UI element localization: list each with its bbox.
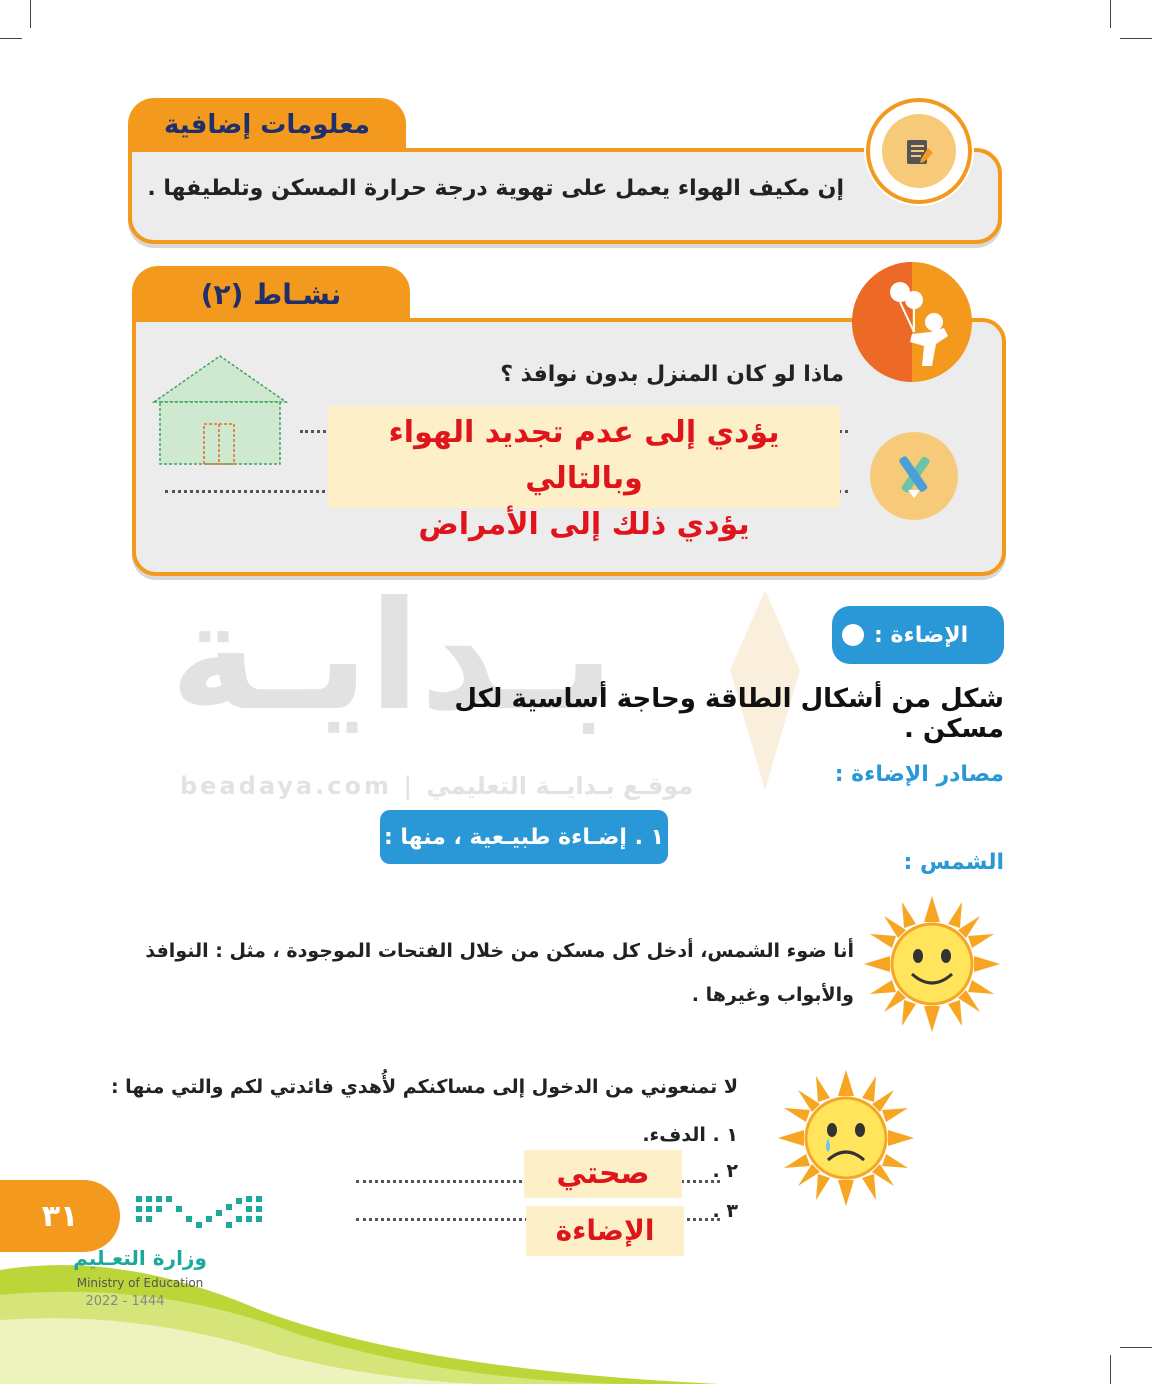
info-box-title: معلومات إضافية	[164, 110, 370, 140]
ministry-logo-icon	[136, 1192, 266, 1238]
lighting-heading: الإضاءة :	[874, 622, 969, 648]
benefit-answer-2: صحتي	[524, 1150, 682, 1198]
ministry-name-en: Ministry of Education	[76, 1276, 204, 1290]
page-number: ٣١	[41, 1198, 79, 1234]
ministry-name-ar: وزارة التعـليم	[73, 1246, 207, 1270]
activity-title-tab	[132, 266, 410, 322]
crop-mark	[0, 38, 22, 39]
sources-heading: مصادر الإضاءة :	[834, 762, 1004, 787]
happy-sun-icon	[862, 894, 1002, 1034]
activity-answer	[328, 406, 840, 542]
sun-text-line-2: والأبواب وغيرها .	[691, 984, 854, 1006]
page-number-tab	[0, 1180, 120, 1252]
activity-title: نشـاط (٢)	[200, 277, 342, 311]
benefit-item-2-number: ٢ .	[712, 1160, 738, 1182]
activity-icon	[852, 262, 972, 382]
crop-mark	[1110, 0, 1111, 28]
watermark-site: beadaya.com | موقـع بـدايــة التعليمي	[180, 772, 694, 800]
activity-question: ماذا لو كان المنزل بدون نوافذ ؟	[500, 362, 844, 387]
activity-answer-line-2: يؤدي ذلك إلى الأمراض	[418, 507, 750, 542]
benefit-item-1: ١ . الدفء.	[642, 1124, 738, 1146]
house-illustration	[148, 352, 292, 470]
lighting-heading-pill	[832, 606, 1004, 664]
sun-text-line-1: أنا ضوء الشمس، أدخل كل مسكن من خلال الفتحات الموجودة ، مثل : النوافذ	[145, 940, 854, 962]
benefits-intro: لا تمنعوني من الدخول إلى مساكنكم لأُهدي فائدتي لكم والتي منها :	[110, 1076, 738, 1098]
pencil-icon	[870, 432, 958, 520]
crop-mark	[1120, 38, 1152, 39]
benefit-item-3-number: ٣ .	[712, 1200, 738, 1222]
sun-heading: الشمس :	[903, 850, 1004, 875]
natural-lighting-pill	[380, 810, 668, 864]
benefit-answer-3: الإضاءة	[526, 1206, 684, 1256]
sad-sun-icon	[776, 1068, 916, 1208]
info-box-title-tab	[128, 98, 406, 152]
ministry-year: 2022 - 1444	[85, 1294, 165, 1309]
natural-lighting-label: ١ . إضـاءة طبيـعية ، منها :	[383, 824, 665, 850]
lighting-definition: شكل من أشكال الطاقة وحاجة أساسية لكل مسكن .	[454, 684, 1004, 744]
crop-mark	[30, 0, 31, 28]
activity-answer-line-1: يؤدي إلى عدم تجديد الهواء وبالتالي	[388, 415, 780, 496]
crop-mark	[1120, 1347, 1152, 1348]
watermark-logo: بـدايـة	[170, 570, 615, 744]
bullet-icon	[842, 624, 864, 646]
notes-icon	[882, 114, 956, 188]
info-box-text: إن مكيف الهواء يعمل على تهوية درجة حرارة المسكن وتلطيفها .	[147, 176, 844, 201]
crop-mark	[1110, 1355, 1111, 1384]
notes-icon-badge	[866, 98, 972, 204]
